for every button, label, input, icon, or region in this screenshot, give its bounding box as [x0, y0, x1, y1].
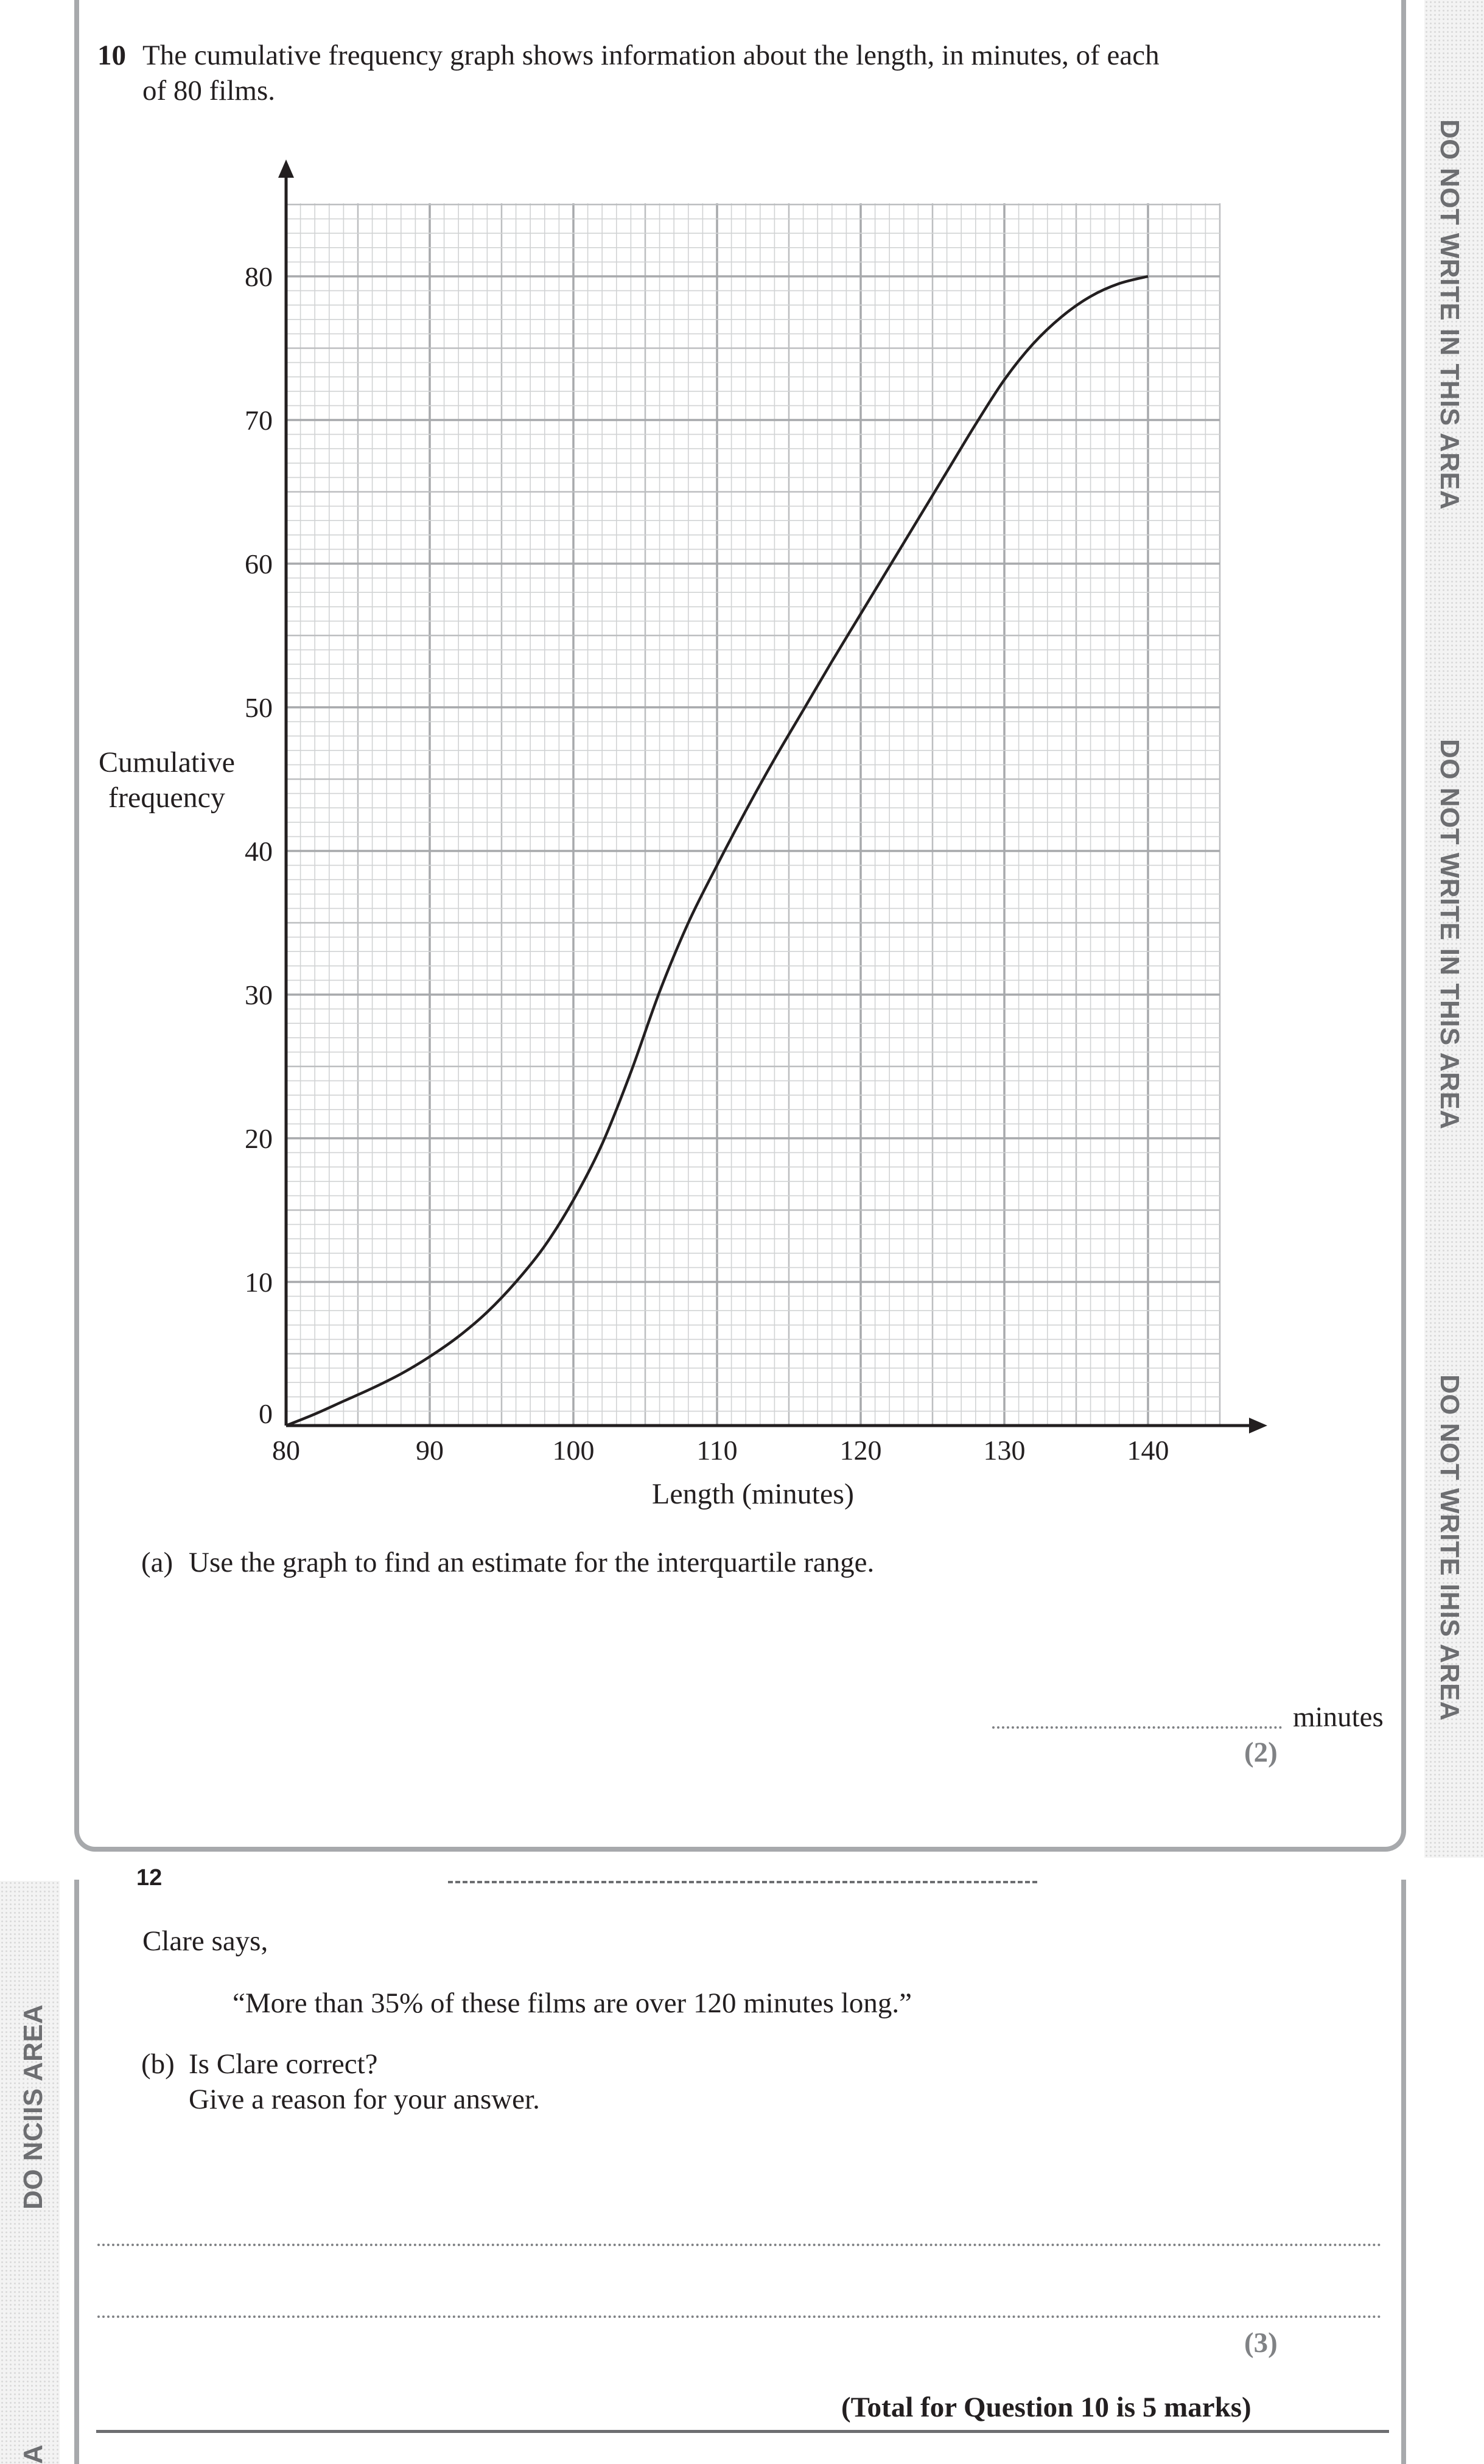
- y-tick-label: 60: [245, 548, 273, 579]
- y-tick-label: 80: [245, 261, 273, 292]
- margin-label-left-2: A: [18, 2444, 48, 2464]
- x-tick-label: 100: [552, 1435, 595, 1466]
- y-tick-label: 20: [245, 1123, 273, 1154]
- barcode-strip: [448, 1881, 1037, 1883]
- x-tick-label: 110: [696, 1435, 738, 1466]
- question-intro-line-2: of 80 films.: [142, 75, 276, 107]
- part-a-label: (a): [141, 1547, 173, 1578]
- part-b-intro: Clare says,: [142, 1925, 268, 1957]
- question-intro-line-1: The cumulative frequency graph shows information about the length, in minutes, of each: [142, 40, 1160, 71]
- part-a-marks: (2): [1244, 1737, 1278, 1768]
- part-b-answer-line-2[interactable]: [97, 2315, 1382, 2318]
- x-tick-label: 130: [983, 1435, 1026, 1466]
- total-rule: [96, 2430, 1389, 2433]
- part-b-marks: (3): [1244, 2327, 1278, 2359]
- part-a-answer-line[interactable]: [992, 1726, 1282, 1729]
- y-tick-label: 70: [245, 405, 273, 436]
- margin-label-right-2: DO NOT WRITE IN THIS AREA: [1435, 739, 1465, 1130]
- part-a-text: Use the graph to find an estimate for the interquartile range.: [189, 1547, 875, 1578]
- x-tick-label: 80: [272, 1435, 300, 1466]
- question-frame-right-edge: [1401, 1880, 1406, 2464]
- y-tick-label: 0: [259, 1398, 273, 1429]
- part-b-line-2: Give a reason for your answer.: [189, 2084, 540, 2115]
- y-axis-label-line-1: Cumulative: [99, 746, 235, 779]
- part-a-unit: minutes: [1293, 1701, 1384, 1733]
- x-axis-label: Length (minutes): [652, 1478, 854, 1510]
- page-number: 12: [136, 1865, 163, 1891]
- question-total: (Total for Question 10 is 5 marks): [841, 2392, 1251, 2423]
- part-b-quote: “More than 35% of these films are over 120 minutes long.”: [233, 1987, 912, 2019]
- y-axis-label-line-2: frequency: [108, 782, 225, 814]
- part-b-answer-line-1[interactable]: [97, 2244, 1382, 2246]
- x-axis-arrow-icon: [1249, 1418, 1267, 1433]
- y-axis-arrow-icon: [278, 159, 294, 178]
- margin-label-left-1: DO NCIIS AREA: [18, 2004, 48, 2210]
- y-tick-label: 40: [245, 836, 273, 867]
- margin-label-right-3: DO NOT WRITE IHIS AREA: [1435, 1374, 1465, 1721]
- y-tick-label: 30: [245, 979, 273, 1010]
- chart-grid: [286, 203, 1220, 1426]
- question-number: 10: [97, 40, 126, 71]
- part-b-line-1: Is Clare correct?: [189, 2048, 378, 2080]
- y-tick-label: 10: [245, 1267, 273, 1298]
- x-tick-label: 120: [839, 1435, 882, 1466]
- x-tick-label: 140: [1127, 1435, 1169, 1466]
- margin-label-right-1: DO NOT WRITE IN THIS AREA: [1435, 119, 1465, 510]
- y-tick-label: 50: [245, 692, 273, 723]
- part-b-label: (b): [141, 2048, 175, 2080]
- x-tick-label: 90: [416, 1435, 444, 1466]
- question-frame-left-edge: [74, 1880, 79, 2464]
- chart-tick-labels: [245, 261, 1169, 1466]
